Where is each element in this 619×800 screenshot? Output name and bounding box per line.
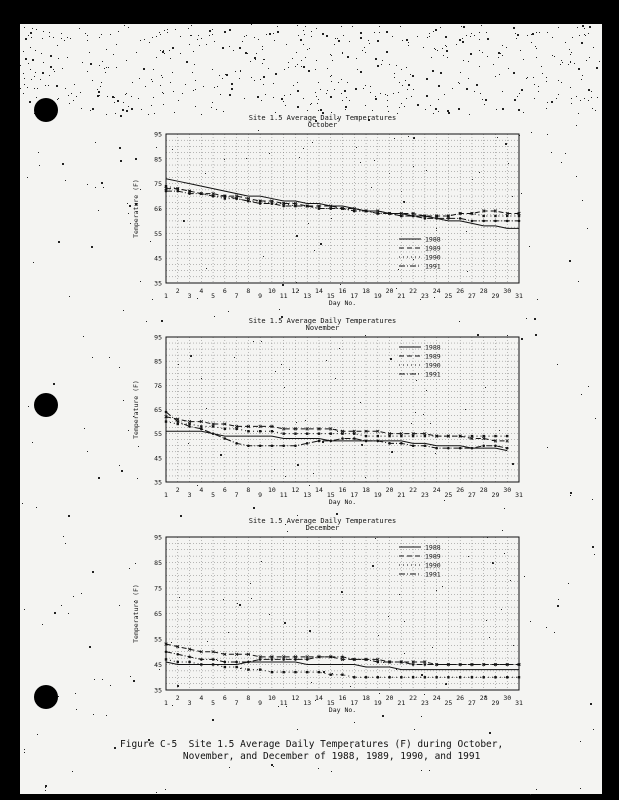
data-point-1990 bbox=[400, 676, 402, 678]
data-point-1991 bbox=[447, 663, 450, 666]
y-tick-label: 55 bbox=[154, 635, 162, 644]
x-tick-label: 3 bbox=[187, 699, 192, 707]
data-point-1991 bbox=[400, 661, 403, 664]
y-tick-label: 65 bbox=[154, 610, 162, 618]
data-point-1990 bbox=[459, 676, 461, 678]
x-tick-label: 29 bbox=[491, 292, 500, 300]
y-tick-label: 45 bbox=[154, 254, 162, 263]
y-tick-label: 95 bbox=[154, 333, 162, 342]
data-point-1990 bbox=[494, 676, 496, 678]
legend-label: 1991 bbox=[425, 370, 441, 379]
data-point-1990 bbox=[306, 671, 308, 673]
x-tick-label: 30 bbox=[503, 486, 512, 494]
y-tick-label: 75 bbox=[154, 381, 162, 390]
data-point-1991 bbox=[377, 661, 380, 664]
x-tick-label: 8 bbox=[246, 287, 251, 295]
x-tick-label: 23 bbox=[420, 699, 429, 707]
x-tick-label: 15 bbox=[326, 292, 335, 300]
data-point-1991 bbox=[282, 658, 285, 661]
legend-label: 1989 bbox=[425, 244, 441, 253]
data-point-1990 bbox=[365, 676, 367, 678]
x-tick-label: 20 bbox=[385, 287, 394, 295]
data-point-1990 bbox=[471, 676, 473, 678]
data-point-1991 bbox=[494, 663, 497, 666]
legend-label: 1991 bbox=[425, 262, 441, 271]
x-tick-label: 29 bbox=[491, 699, 500, 707]
data-point-1990 bbox=[377, 676, 379, 678]
data-point-1990 bbox=[435, 676, 437, 678]
data-point-1990 bbox=[294, 671, 296, 673]
data-point-1990 bbox=[483, 676, 485, 678]
data-point-1991 bbox=[518, 663, 521, 666]
x-tick-label: 12 bbox=[291, 486, 300, 494]
x-tick-label: 2 bbox=[175, 486, 180, 494]
x-tick-label: 26 bbox=[456, 694, 465, 702]
legend-label: 1990 bbox=[425, 561, 441, 570]
x-tick-label: 22 bbox=[409, 694, 418, 702]
data-point-1990 bbox=[318, 671, 320, 673]
chart-subtitle: December bbox=[305, 524, 340, 532]
x-tick-label: 16 bbox=[338, 694, 347, 702]
x-tick-label: 7 bbox=[234, 491, 239, 499]
x-tick-label: 21 bbox=[397, 292, 406, 300]
x-tick-label: 18 bbox=[362, 694, 370, 702]
x-tick-label: 10 bbox=[267, 694, 276, 702]
x-tick-label: 8 bbox=[246, 694, 251, 702]
data-point-1990 bbox=[188, 661, 190, 663]
x-tick-label: 13 bbox=[303, 491, 312, 499]
data-point-1991 bbox=[459, 663, 462, 666]
x-tick-label: 25 bbox=[444, 699, 453, 707]
data-point-1990 bbox=[271, 671, 273, 673]
x-tick-label: 14 bbox=[315, 694, 323, 702]
data-point-1991 bbox=[318, 656, 321, 659]
chart-title: Site 1.5 Average Daily Temperatures bbox=[248, 317, 397, 325]
x-tick-label: 31 bbox=[515, 491, 523, 499]
x-tick-label: 10 bbox=[267, 486, 276, 494]
x-tick-label: 13 bbox=[303, 292, 312, 300]
legend-label: 1988 bbox=[425, 343, 441, 352]
caption-line-2: November, and December of 1988, 1989, 1990, and 1991 bbox=[120, 751, 481, 762]
x-tick-label: 28 bbox=[479, 486, 488, 494]
data-point-1991 bbox=[388, 661, 391, 664]
x-tick-label: 19 bbox=[373, 699, 382, 707]
legend-label: 1989 bbox=[425, 552, 441, 561]
data-point-1990 bbox=[506, 676, 508, 678]
data-point-1991 bbox=[271, 658, 274, 661]
y-tick-label: 55 bbox=[154, 430, 162, 439]
data-point-1990 bbox=[259, 668, 261, 670]
data-point-1991 bbox=[365, 658, 368, 661]
x-tick-label: 8 bbox=[246, 486, 251, 494]
x-tick-label: 19 bbox=[373, 491, 382, 499]
x-tick-label: 3 bbox=[187, 292, 192, 300]
caption-line-1: Figure C-5 Site 1.5 Average Daily Temperatures (F) during October, bbox=[120, 739, 504, 750]
y-tick-label: 65 bbox=[154, 406, 162, 414]
x-tick-label: 10 bbox=[267, 287, 276, 295]
x-tick-label: 27 bbox=[468, 699, 476, 707]
x-tick-label: 1 bbox=[164, 491, 168, 499]
x-tick-label: 5 bbox=[211, 699, 216, 707]
legend-label: 1991 bbox=[425, 570, 441, 579]
y-tick-label: 35 bbox=[154, 279, 162, 288]
x-tick-label: 7 bbox=[234, 292, 239, 300]
legend-label: 1988 bbox=[425, 543, 441, 552]
x-axis-label: Day No. bbox=[328, 706, 357, 714]
data-point-1991 bbox=[353, 658, 356, 661]
y-tick-label: 45 bbox=[154, 661, 162, 669]
data-point-1991 bbox=[224, 661, 227, 664]
data-point-1991 bbox=[247, 661, 250, 664]
chart-title: Site 1.5 Average Daily Temperatures bbox=[248, 114, 397, 122]
data-point-1990 bbox=[330, 674, 332, 676]
data-point-1991 bbox=[306, 658, 309, 661]
x-tick-label: 30 bbox=[503, 694, 512, 702]
data-point-1991 bbox=[176, 653, 179, 656]
x-tick-label: 23 bbox=[420, 292, 429, 300]
data-point-1991 bbox=[506, 663, 509, 666]
x-axis-label: Day No. bbox=[328, 498, 357, 506]
x-tick-label: 14 bbox=[315, 486, 323, 494]
chart-title: Site 1.5 Average Daily Temperatures bbox=[248, 517, 397, 525]
x-tick-label: 1 bbox=[164, 292, 168, 300]
x-tick-label: 28 bbox=[479, 287, 488, 295]
y-tick-label: 85 bbox=[154, 357, 162, 366]
data-point-1990 bbox=[388, 676, 390, 678]
x-tick-label: 30 bbox=[503, 287, 512, 295]
data-point-1991 bbox=[471, 663, 474, 666]
legend-label: 1990 bbox=[425, 361, 441, 370]
data-point-1990 bbox=[165, 658, 167, 660]
data-point-1990 bbox=[247, 668, 249, 670]
x-tick-label: 17 bbox=[350, 491, 359, 499]
data-point-1991 bbox=[188, 656, 191, 659]
x-tick-label: 19 bbox=[373, 292, 382, 300]
data-point-1991 bbox=[212, 658, 215, 661]
x-tick-label: 12 bbox=[291, 287, 300, 295]
x-tick-label: 27 bbox=[468, 292, 476, 300]
x-tick-label: 11 bbox=[279, 699, 288, 707]
x-tick-label: 26 bbox=[456, 287, 465, 295]
x-tick-label: 9 bbox=[258, 699, 263, 707]
data-point-1990 bbox=[212, 663, 214, 665]
x-tick-label: 29 bbox=[491, 491, 500, 499]
y-axis-label: Temperature (F) bbox=[132, 380, 140, 439]
data-point-1991 bbox=[341, 656, 344, 659]
data-point-1990 bbox=[235, 666, 237, 668]
data-point-1990 bbox=[224, 666, 226, 668]
x-tick-label: 18 bbox=[362, 287, 370, 295]
y-tick-label: 75 bbox=[154, 180, 162, 189]
legend-label: 1990 bbox=[425, 253, 441, 262]
x-tick-label: 21 bbox=[397, 491, 406, 499]
data-point-1991 bbox=[235, 661, 238, 664]
x-tick-label: 18 bbox=[362, 486, 370, 494]
y-tick-label: 85 bbox=[154, 559, 162, 567]
x-tick-label: 17 bbox=[350, 699, 359, 707]
y-tick-label: 35 bbox=[154, 478, 162, 487]
x-tick-label: 16 bbox=[338, 486, 347, 494]
x-tick-label: 2 bbox=[175, 287, 180, 295]
data-point-1991 bbox=[482, 663, 485, 666]
x-tick-label: 20 bbox=[385, 486, 394, 494]
x-tick-label: 7 bbox=[234, 699, 239, 707]
x-tick-label: 21 bbox=[397, 699, 406, 707]
x-tick-label: 24 bbox=[432, 486, 441, 494]
x-tick-label: 5 bbox=[211, 491, 216, 499]
figure-caption bbox=[120, 739, 540, 763]
x-tick-label: 25 bbox=[444, 491, 453, 499]
data-point-1990 bbox=[282, 671, 284, 673]
y-tick-label: 75 bbox=[154, 584, 162, 593]
data-point-1990 bbox=[447, 676, 449, 678]
y-tick-label: 35 bbox=[154, 686, 162, 695]
data-point-1990 bbox=[200, 663, 202, 665]
x-tick-label: 26 bbox=[456, 486, 465, 494]
x-tick-label: 17 bbox=[350, 292, 359, 300]
y-tick-label: 95 bbox=[154, 533, 162, 542]
y-tick-label: 45 bbox=[154, 454, 162, 463]
x-tick-label: 4 bbox=[199, 486, 204, 494]
x-tick-label: 11 bbox=[279, 491, 288, 499]
data-point-1990 bbox=[353, 676, 355, 678]
y-tick-label: 95 bbox=[154, 130, 162, 139]
x-tick-label: 15 bbox=[326, 699, 335, 707]
data-point-1991 bbox=[200, 658, 203, 661]
data-point-1990 bbox=[518, 676, 520, 678]
x-tick-label: 6 bbox=[222, 287, 227, 295]
data-point-1991 bbox=[329, 656, 332, 659]
data-point-1991 bbox=[412, 663, 415, 666]
x-tick-label: 31 bbox=[515, 292, 523, 300]
y-tick-label: 85 bbox=[154, 155, 162, 164]
x-tick-label: 3 bbox=[187, 491, 192, 499]
x-tick-label: 23 bbox=[420, 491, 429, 499]
x-tick-label: 28 bbox=[479, 694, 488, 702]
data-point-1990 bbox=[424, 676, 426, 678]
x-tick-label: 27 bbox=[468, 491, 476, 499]
x-tick-label: 4 bbox=[199, 287, 204, 295]
x-axis-label: Day No. bbox=[328, 299, 357, 307]
x-tick-label: 15 bbox=[326, 491, 335, 499]
data-point-1990 bbox=[341, 674, 343, 676]
data-point-1990 bbox=[412, 676, 414, 678]
x-tick-label: 22 bbox=[409, 486, 418, 494]
x-tick-label: 25 bbox=[444, 292, 453, 300]
x-tick-label: 6 bbox=[222, 486, 227, 494]
x-tick-label: 16 bbox=[338, 287, 347, 295]
y-tick-label: 55 bbox=[154, 229, 162, 238]
data-point-1991 bbox=[165, 650, 168, 653]
x-tick-label: 20 bbox=[385, 694, 394, 702]
data-point-1991 bbox=[424, 663, 427, 666]
data-point-1991 bbox=[294, 658, 297, 661]
x-tick-label: 13 bbox=[303, 699, 312, 707]
x-tick-label: 14 bbox=[315, 287, 323, 295]
x-tick-label: 2 bbox=[175, 694, 180, 702]
x-tick-label: 5 bbox=[211, 292, 216, 300]
data-point-1990 bbox=[177, 661, 179, 663]
data-point-1991 bbox=[259, 658, 262, 661]
x-tick-label: 24 bbox=[432, 694, 441, 702]
x-tick-label: 4 bbox=[199, 694, 204, 702]
x-tick-label: 6 bbox=[222, 694, 227, 702]
legend-label: 1988 bbox=[425, 235, 441, 244]
chart-subtitle: October bbox=[307, 121, 338, 129]
y-axis-label: Temperature (F) bbox=[132, 179, 140, 238]
x-tick-label: 31 bbox=[515, 699, 523, 707]
x-tick-label: 22 bbox=[409, 287, 418, 295]
x-tick-label: 12 bbox=[291, 694, 300, 702]
x-tick-label: 11 bbox=[279, 292, 288, 300]
y-tick-label: 65 bbox=[154, 205, 162, 213]
chart-subtitle: November bbox=[305, 324, 340, 332]
y-axis-label: Temperature (F) bbox=[132, 584, 140, 643]
x-tick-label: 9 bbox=[258, 292, 263, 300]
x-tick-label: 24 bbox=[432, 287, 441, 295]
x-tick-label: 1 bbox=[164, 699, 168, 707]
legend-label: 1989 bbox=[425, 352, 441, 361]
x-tick-label: 9 bbox=[258, 491, 263, 499]
data-point-1991 bbox=[435, 663, 438, 666]
